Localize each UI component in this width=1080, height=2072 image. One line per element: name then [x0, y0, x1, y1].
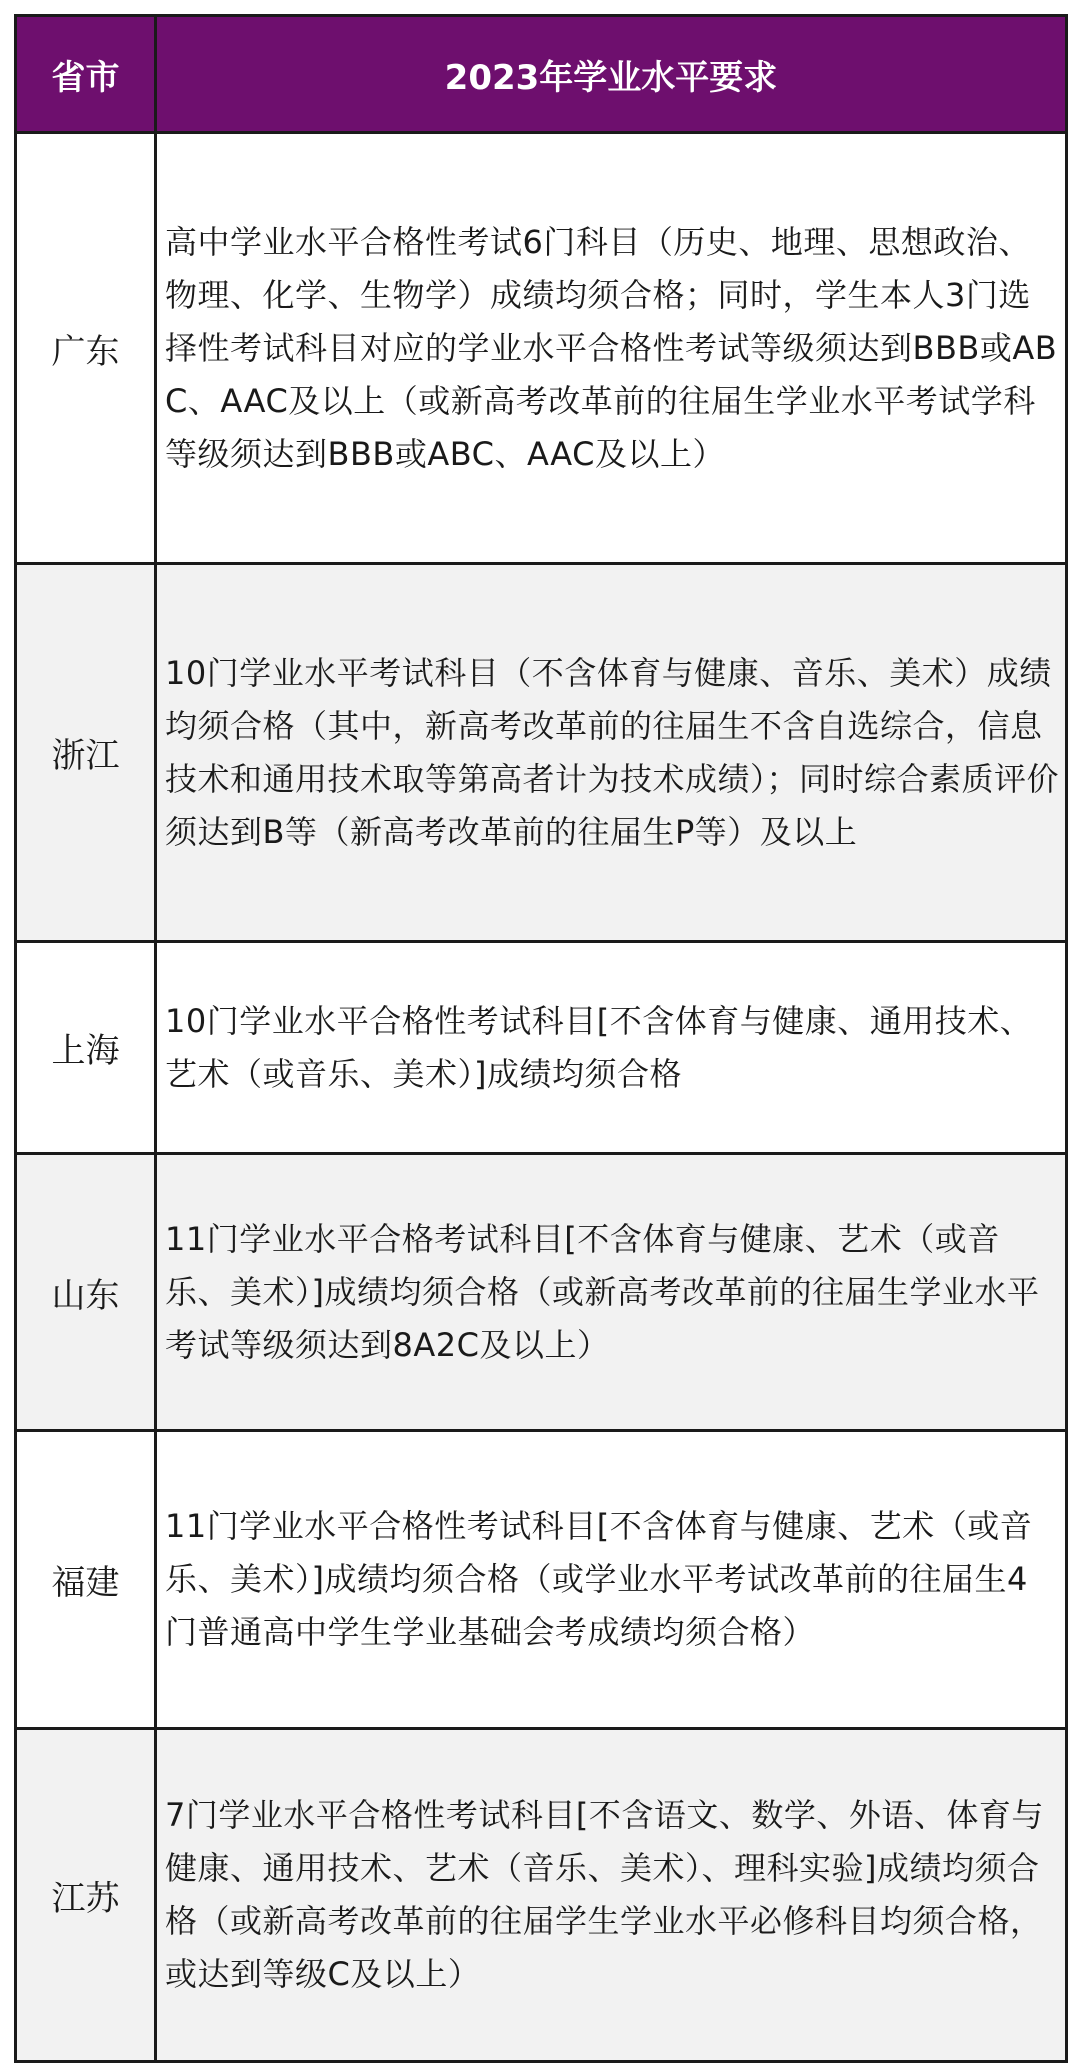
province-cell: 上海 — [16, 942, 156, 1154]
header-requirement: 2023年学业水平要求 — [156, 16, 1067, 133]
requirement-cell: 11门学业水平合格考试科目[不含体育与健康、艺术（或音乐、美术）]成绩均须合格（或新高考改革前的往届生学业水平考试等级须达到8A2C及以上） — [156, 1154, 1067, 1431]
province-cell: 江苏 — [16, 1729, 156, 2062]
requirements-table — [14, 14, 1068, 2063]
requirement-cell: 高中学业水平合格性考试6门科目（历史、地理、思想政治、物理、化学、生物学）成绩均须合格；同时，学生本人3门选择性考试科目对应的学业水平合格性考试等级须达到BBB或ABC、AAC及以上（或新高考改革前的往届生学业水平考试学科等级须达到BBB或ABC、AAC及以上） — [156, 133, 1067, 564]
province-cell: 福建 — [16, 1431, 156, 1729]
table-row — [16, 1154, 1067, 1431]
requirement-cell: 10门学业水平合格性考试科目[不含体育与健康、通用技术、艺术（或音乐、美术）]成绩均须合格 — [156, 942, 1067, 1154]
table-row — [16, 1729, 1067, 2062]
requirement-cell: 11门学业水平合格性考试科目[不含体育与健康、艺术（或音乐、美术）]成绩均须合格（或学业水平考试改革前的往届生4门普通高中学生学业基础会考成绩均须合格） — [156, 1431, 1067, 1729]
header-province: 省市 — [16, 16, 156, 133]
requirement-cell: 10门学业水平考试科目（不含体育与健康、音乐、美术）成绩均须合格（其中，新高考改革前的往届生不含自选综合，信息技术和通用技术取等第高者计为技术成绩）；同时综合素质评价须达到B等（新高考改革前的往届生P等）及以上 — [156, 564, 1067, 942]
province-cell: 山东 — [16, 1154, 156, 1431]
table-row — [16, 1431, 1067, 1729]
requirement-cell: 7门学业水平合格性考试科目[不含语文、数学、外语、体育与健康、通用技术、艺术（音乐、美术）、理科实验]成绩均须合格（或新高考改革前的往届学生学业水平必修科目均须合格，或达到等级C及以上） — [156, 1729, 1067, 2062]
table-row — [16, 133, 1067, 564]
province-cell: 浙江 — [16, 564, 156, 942]
province-cell: 广东 — [16, 133, 156, 564]
table-row — [16, 942, 1067, 1154]
header-row — [16, 16, 1067, 133]
table-row — [16, 564, 1067, 942]
